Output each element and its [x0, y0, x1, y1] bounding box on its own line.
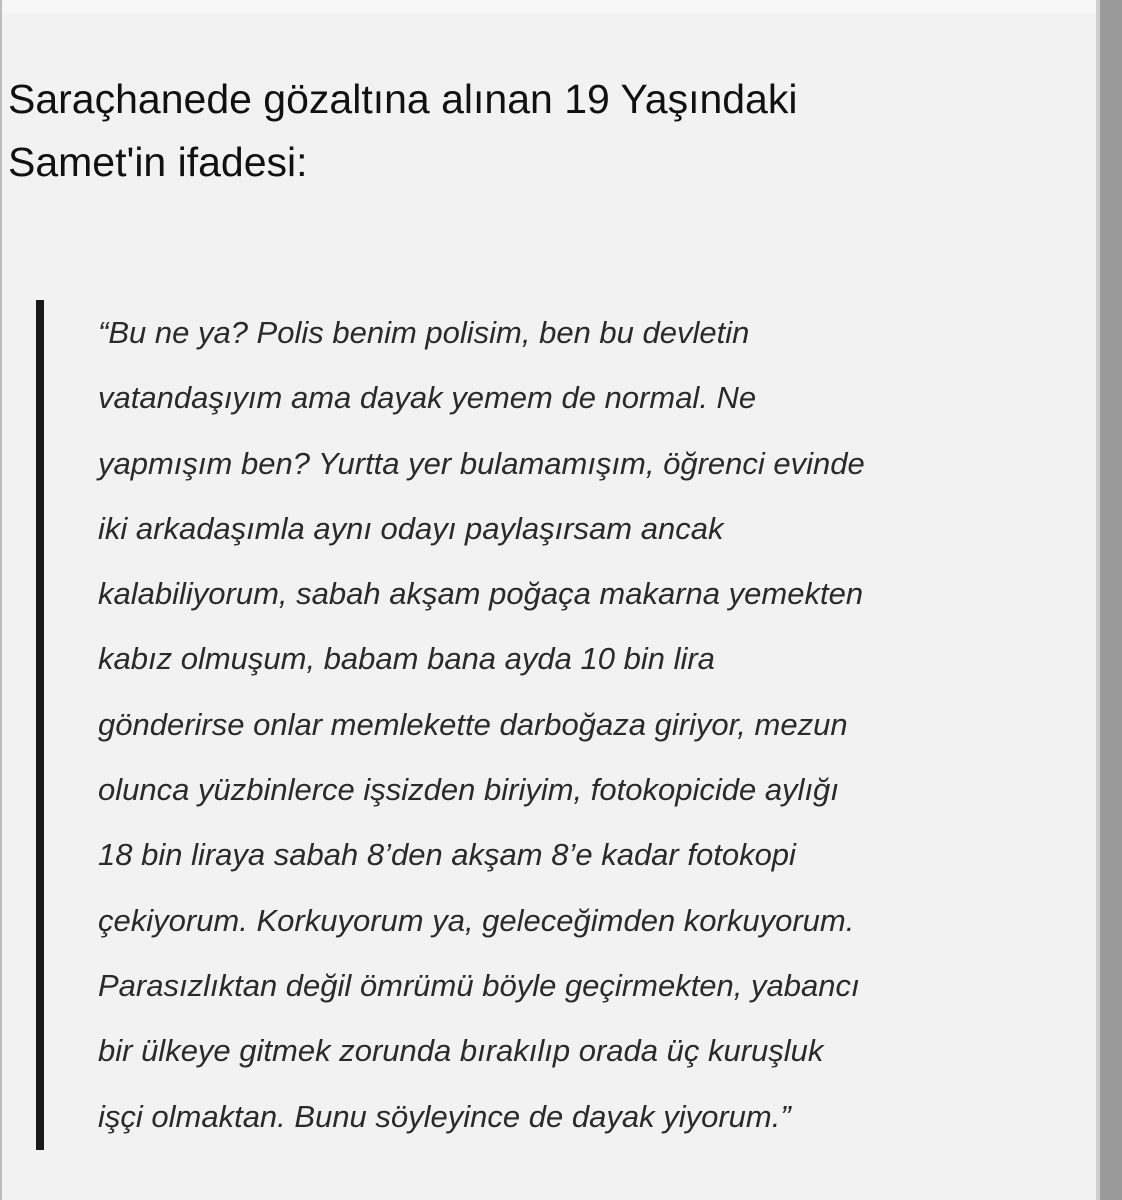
quote-line: bir ülkeye gitmek zorunda bırakılıp orada üç kuruşluk	[98, 1033, 824, 1069]
quote-line: vatandaşıyım ama dayak yemem de normal. Ne	[98, 380, 757, 416]
quote-line: kabız olmuşum, babam bana ayda 10 bin lira	[98, 641, 715, 677]
title-line-1: Saraçhanede gözaltına alınan 19 Yaşındaki	[8, 76, 798, 122]
quote-line: kalabiliyorum, sabah akşam poğaça makarna yemekten	[98, 576, 864, 612]
title-line-2: Samet'in ifadesi:	[8, 139, 308, 185]
page-title	[8, 68, 1088, 194]
quote-line: 18 bin liraya sabah 8’den akşam 8’e kadar fotokopi	[98, 837, 796, 873]
quote-line: iki arkadaşımla aynı odayı paylaşırsam ancak	[98, 510, 724, 546]
quote-line: yapmışım ben? Yurtta yer bulamamışım, öğrenci evinde	[98, 445, 865, 481]
quote-line: çekiyorum. Korkuyorum ya, geleceğimden korkuyorum.	[98, 902, 855, 938]
quote-line: işçi olmaktan. Bunu söyleyince de dayak yiyorum.”	[98, 1098, 791, 1134]
blockquote-bar	[36, 300, 44, 1150]
quote-line: Parasızlıktan değil ömrümü böyle geçirmekten, yabancı	[98, 967, 860, 1003]
right-edge-scrollbar	[1100, 0, 1122, 1200]
left-edge	[0, 0, 2, 1200]
quote-line: “Bu ne ya? Polis benim polisim, ben bu devletin	[98, 315, 750, 350]
quote-line: olunca yüzbinlerce işsizden biriyim, fotokopicide aylığı	[98, 772, 839, 808]
blockquote	[36, 300, 1086, 1150]
quote-line: gönderirse onlar memlekette darboğaza giriyor, mezun	[98, 706, 848, 742]
quote-text	[98, 300, 1088, 1149]
top-strip	[0, 0, 1122, 14]
